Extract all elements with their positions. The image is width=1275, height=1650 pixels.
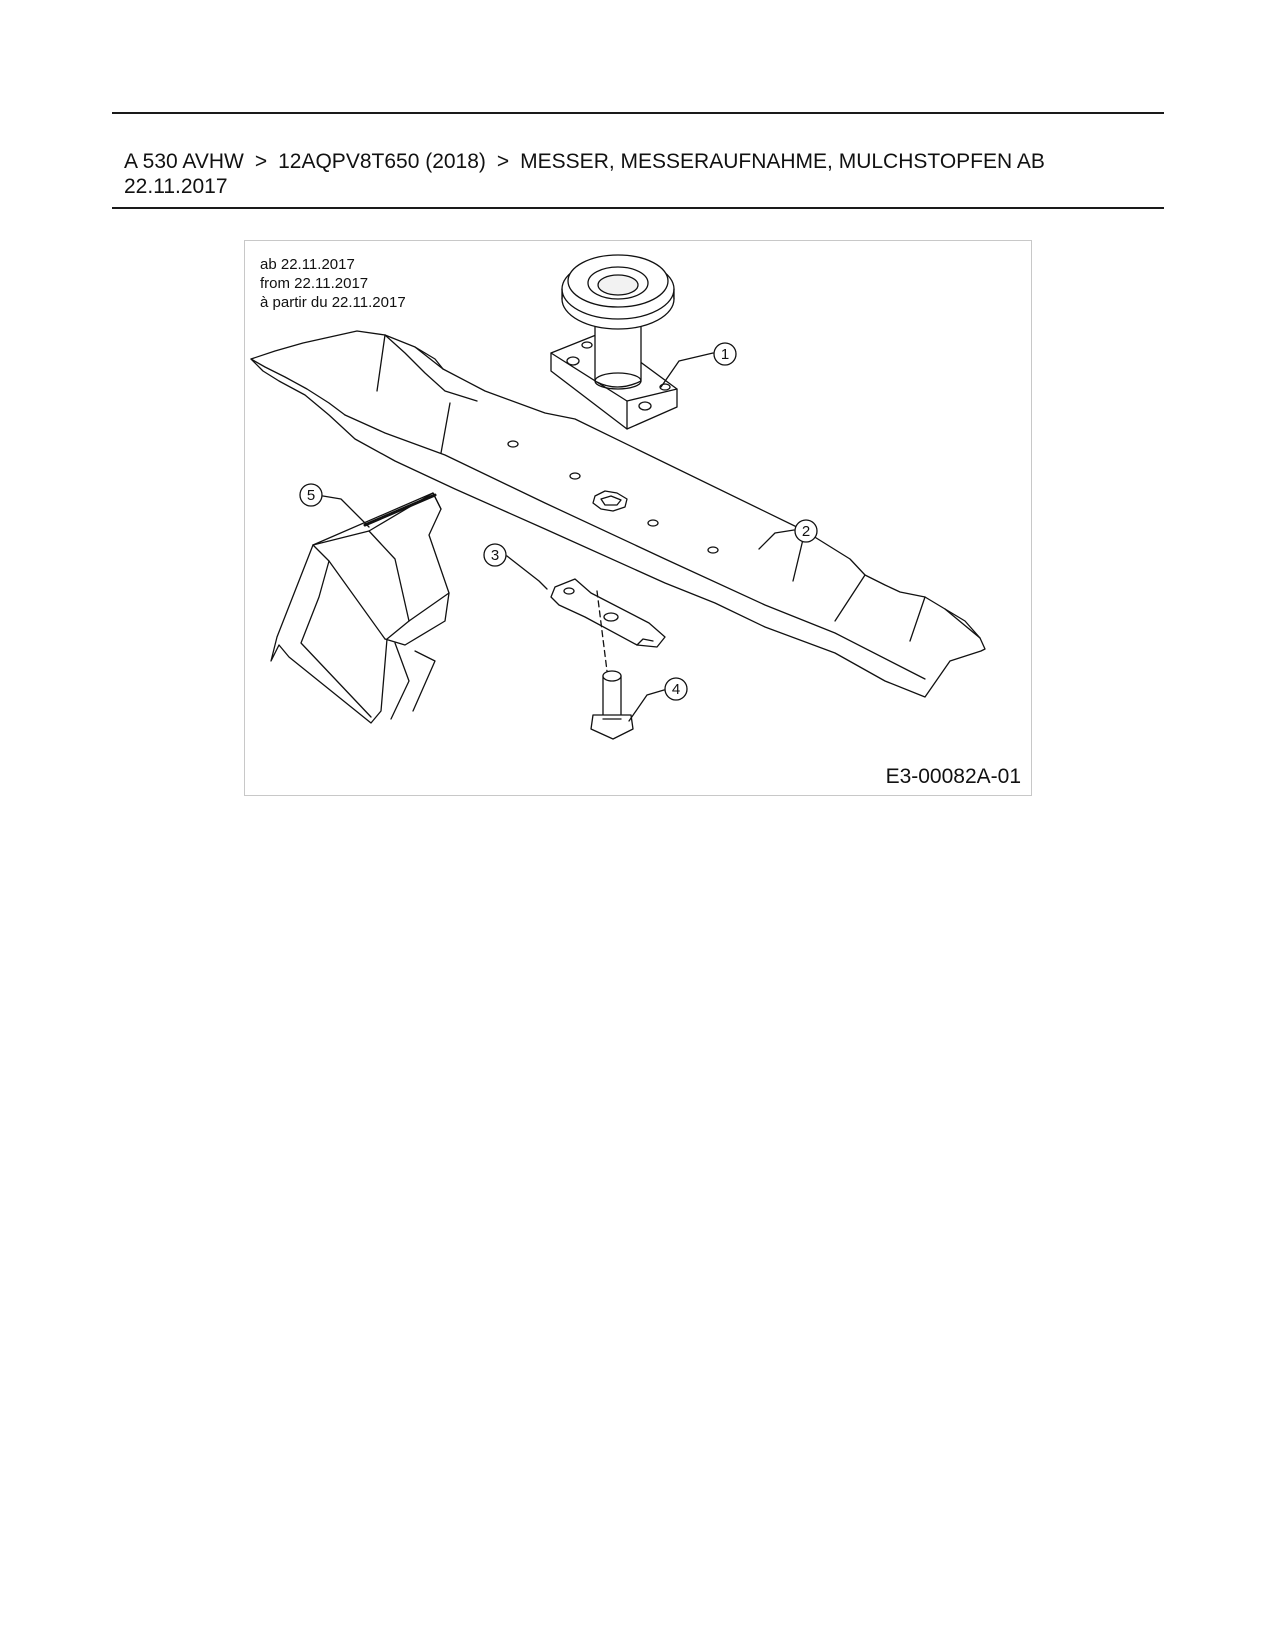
breadcrumb: [124, 149, 1154, 199]
validity-en: from 22.11.2017: [260, 275, 369, 292]
validity-fr: à partir du 22.11.2017: [260, 294, 406, 311]
breadcrumb-article[interactable]: 12AQPV8T650 (2018): [278, 150, 486, 173]
breadcrumb-section-date: 22.11.2017: [124, 175, 228, 198]
callout-number: 3: [490, 547, 500, 564]
blade-retainer-drawing: [551, 579, 665, 647]
drawing-id: E3-00082A-01: [885, 765, 1021, 788]
callout-1[interactable]: [714, 343, 736, 365]
top-rule: [112, 112, 1164, 114]
breadcrumb-section: MESSER, MESSERAUFNAHME, MULCHSTOPFEN AB: [520, 150, 1045, 173]
validity-de: ab 22.11.2017: [260, 256, 355, 273]
callout-number: 1: [720, 346, 730, 363]
mulch-plug-drawing: [271, 493, 449, 723]
callout-3[interactable]: [484, 544, 506, 566]
breadcrumb-model[interactable]: A 530 AVHW: [124, 150, 244, 173]
callout-number: 4: [671, 681, 681, 698]
exploded-parts-diagram: [244, 240, 1032, 796]
validity-note: [260, 255, 406, 312]
blade-adapter-drawing: [551, 255, 677, 429]
callout-number: 2: [801, 523, 811, 540]
callout-number: 5: [306, 487, 316, 504]
breadcrumb-separator: >: [496, 150, 510, 173]
callout-2[interactable]: [795, 520, 817, 542]
callout-4[interactable]: [665, 678, 687, 700]
breadcrumb-separator: >: [254, 150, 268, 173]
callout-5[interactable]: [300, 484, 322, 506]
parts-drawing: [245, 241, 1031, 795]
bottom-rule: [112, 207, 1164, 209]
